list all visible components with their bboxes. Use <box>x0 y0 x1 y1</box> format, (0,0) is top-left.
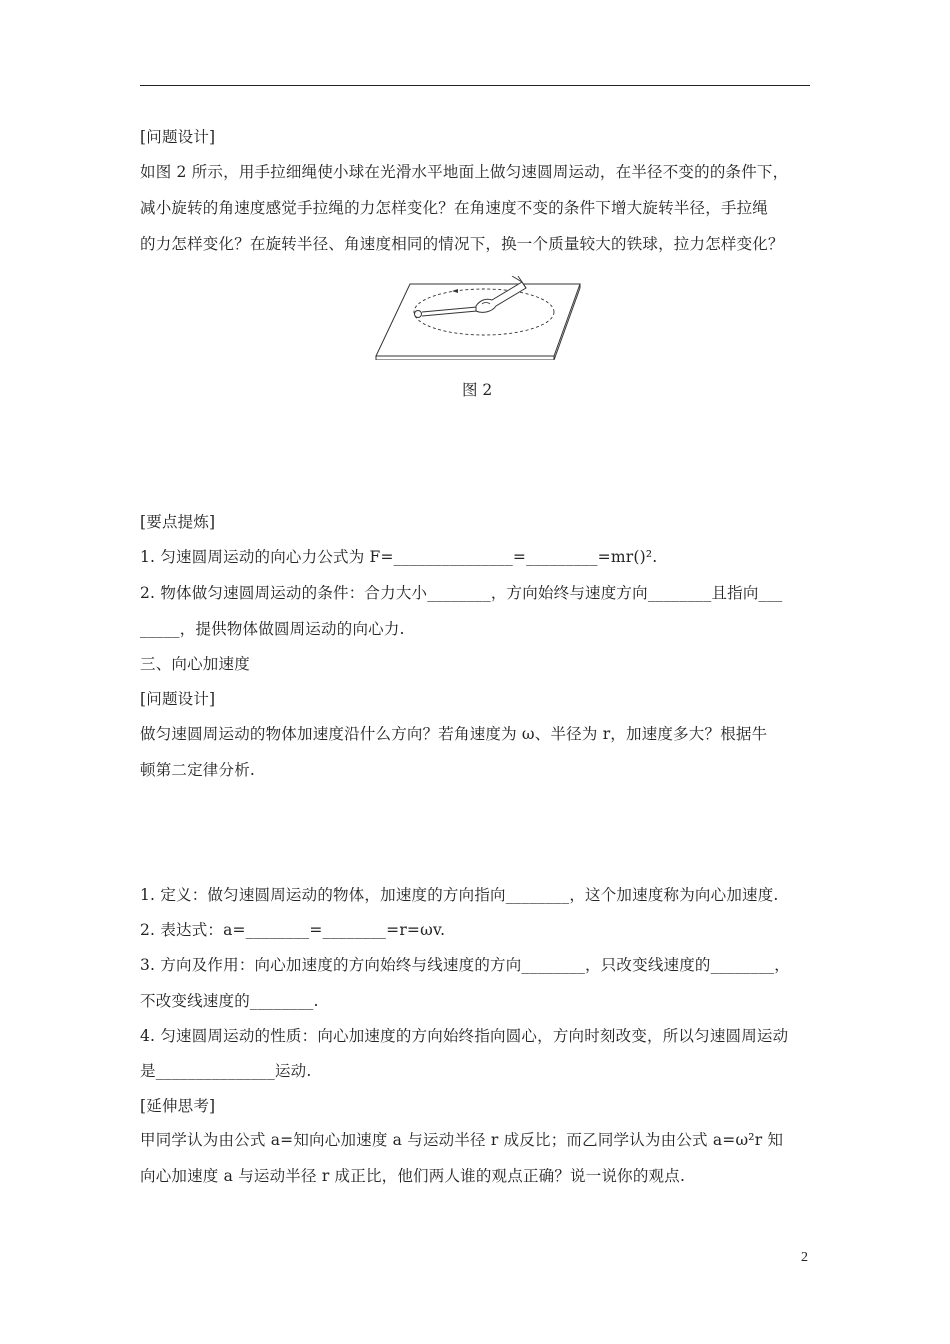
direction-arrow-icon <box>452 289 458 293</box>
design-paragraph-line: 的力怎样变化？在旋转半径、角速度相同的情况下，换一个质量较大的铁球，拉力怎样变化？ <box>140 235 784 253</box>
design-paragraph-line: 做匀速圆周运动的物体加速度沿什么方向？若角速度为 ω、半径为 r，加速度多大？根据牛 <box>140 725 768 743</box>
figure-caption: 图 2 <box>462 381 493 399</box>
problem-design-label: [问题设计] <box>140 690 216 708</box>
table-surface <box>376 284 580 356</box>
design-paragraph-line: 顿第二定律分析. <box>140 761 256 779</box>
item-1: 1. 定义：做匀速圆周运动的物体，加速度的方向指向________，这个加速度称为向心加速度. <box>140 886 779 904</box>
key-point-2-continued: _____，提供物体做圆周运动的向心力. <box>140 620 405 638</box>
item-4: 4. 匀速圆周运动的性质：向心加速度的方向始终指向圆心，方向时刻改变，所以匀速圆周运动 <box>140 1027 789 1045</box>
extend-thinking-label: [延伸思考] <box>140 1097 216 1115</box>
page-number: 2 <box>801 1250 808 1265</box>
extend-paragraph-line: 向心加速度 a 与运动半径 r 成正比，他们两人谁的观点正确？说一说你的观点. <box>140 1167 686 1185</box>
item-3-continued: 不改变线速度的________. <box>140 992 319 1010</box>
circular-motion-figure <box>372 276 582 360</box>
key-point-2: 2. 物体做匀速圆周运动的条件：合力大小________，方向始终与速度方向________且指向___ <box>140 584 783 602</box>
section-heading: 三、向心加速度 <box>140 655 250 673</box>
item-2: 2. 表达式：a=________=________=r=ωv. <box>140 921 446 939</box>
extend-paragraph-line: 甲同学认为由公式 a=知向心加速度 a 与运动半径 r 成反比；而乙同学认为由公式 a=ω²r 知 <box>140 1131 784 1149</box>
problem-design-label: [问题设计] <box>140 128 216 146</box>
design-paragraph-line: 如图 2 所示，用手拉细绳使小球在光滑水平地面上做匀速圆周运动，在半径不变的的条件下， <box>140 163 789 181</box>
design-paragraph-line: 减小旋转的角速度感觉手拉绳的力怎样变化？在角速度不变的条件下增大旋转半径，手拉绳 <box>140 199 769 217</box>
key-points-label: [要点提炼] <box>140 513 216 531</box>
hand-icon <box>476 282 526 312</box>
ball <box>415 311 422 318</box>
header-rule <box>140 85 810 86</box>
key-point-1: 1. 匀速圆周运动的向心力公式为 F=_______________=_________=mr()². <box>140 548 658 566</box>
item-3: 3. 方向及作用：向心加速度的方向始终与线速度的方向________，只改变线速度的________， <box>140 956 790 974</box>
item-4-continued: 是_______________运动. <box>140 1062 312 1080</box>
